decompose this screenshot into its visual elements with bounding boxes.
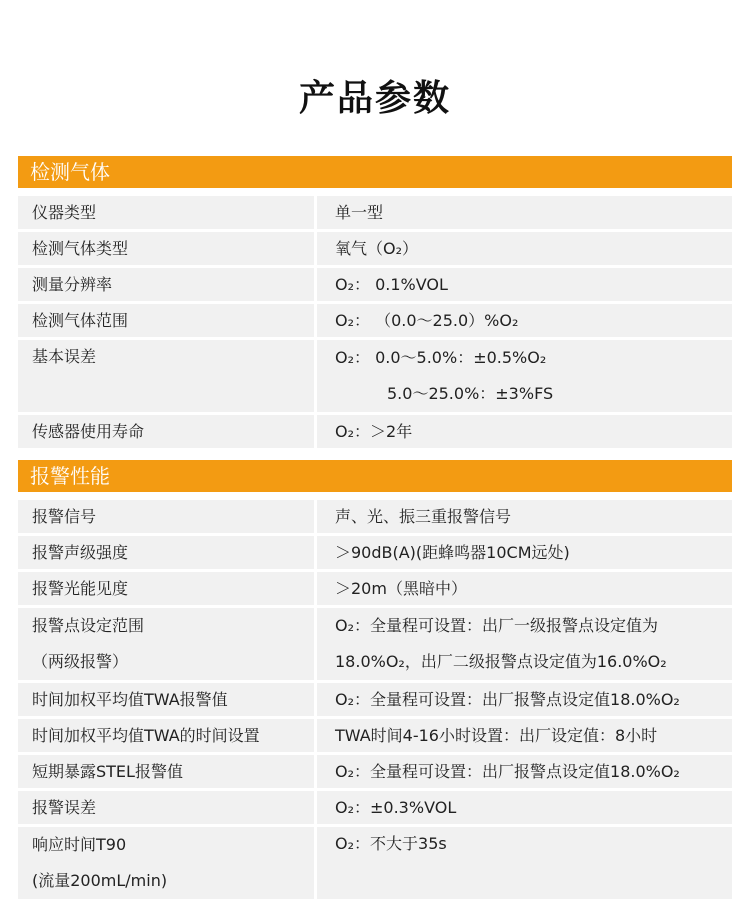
spec-key-cell [18, 608, 317, 680]
table-row [18, 415, 732, 448]
spec-value: O₂：全量程可设置：出厂报警点设定值18.0%O₂ [317, 683, 732, 716]
spec-value: ＞90dB(A)(距蜂鸣器10CM远处) [317, 536, 732, 569]
page-title: 产品参数 [298, 78, 451, 119]
spec-value: O₂： （0.0～25.0）%O₂ [317, 304, 732, 337]
table-row [18, 791, 732, 824]
spec-value: 单一型 [317, 196, 732, 229]
spec-key: 报警光能见度 [18, 572, 317, 605]
table-row [18, 755, 732, 788]
spec-value: O₂：±0.3%VOL [317, 791, 732, 824]
spec-value-cell [317, 608, 732, 680]
spec-key-cell [18, 827, 317, 899]
spec-key-line2: (流量200mL/min) [32, 871, 168, 890]
spec-value: O₂：不大于35s [317, 827, 732, 899]
table-row [18, 572, 732, 605]
table-row [18, 719, 732, 752]
gas-spec-table [18, 193, 732, 451]
spec-value: O₂： 0.1%VOL [317, 268, 732, 301]
spec-key: 检测气体范围 [18, 304, 317, 337]
spec-key: 仪器类型 [18, 196, 317, 229]
table-row [18, 232, 732, 265]
section-header-alarm: 报警性能 [18, 460, 732, 492]
spec-key: 检测气体类型 [18, 232, 317, 265]
spec-value: O₂： 0.0～5.0%：±0.5%O₂ [335, 348, 547, 367]
table-row [18, 340, 732, 412]
table-row [18, 827, 732, 899]
section-header-gas: 检测气体 [18, 156, 732, 188]
table-row [18, 196, 732, 229]
table-row [18, 268, 732, 301]
spec-key: 时间加权平均值TWA报警值 [18, 683, 317, 716]
spec-key: 短期暴露STEL报警值 [18, 755, 317, 788]
spec-value: 氧气（O₂） [317, 232, 732, 265]
spec-key: 时间加权平均值TWA的时间设置 [18, 719, 317, 752]
spec-key: 报警点设定范围 [32, 616, 145, 635]
spec-key: 报警误差 [18, 791, 317, 824]
spec-key: 报警信号 [18, 500, 317, 533]
spec-value: O₂：全量程可设置：出厂报警点设定值18.0%O₂ [317, 755, 732, 788]
table-row [18, 536, 732, 569]
spec-key: 测量分辨率 [18, 268, 317, 301]
spec-value: TWA时间4-16小时设置：出厂设定值：8小时 [317, 719, 732, 752]
spec-value-line2: 5.0～25.0%：±3%FS [387, 384, 554, 403]
spec-value: 声、光、振三重报警信号 [317, 500, 732, 533]
spec-value-line2: 18.0%O₂，出厂二级报警点设定值为16.0%O₂ [335, 652, 667, 671]
spec-value: ＞20m（黑暗中） [317, 572, 732, 605]
spec-key: 传感器使用寿命 [18, 415, 317, 448]
spec-value: O₂：＞2年 [317, 415, 732, 448]
alarm-spec-table [18, 497, 732, 902]
spec-value: O₂：全量程可设置：出厂一级报警点设定值为 [335, 616, 659, 635]
table-row [18, 608, 732, 680]
table-row [18, 500, 732, 533]
spec-key: 基本误差 [18, 340, 317, 412]
spec-key: 报警声级强度 [18, 536, 317, 569]
spec-value-cell [317, 340, 732, 412]
table-row [18, 304, 732, 337]
table-row [18, 683, 732, 716]
spec-key: 响应时间T90 [32, 835, 127, 854]
spec-key-line2: （两级报警） [32, 652, 129, 671]
